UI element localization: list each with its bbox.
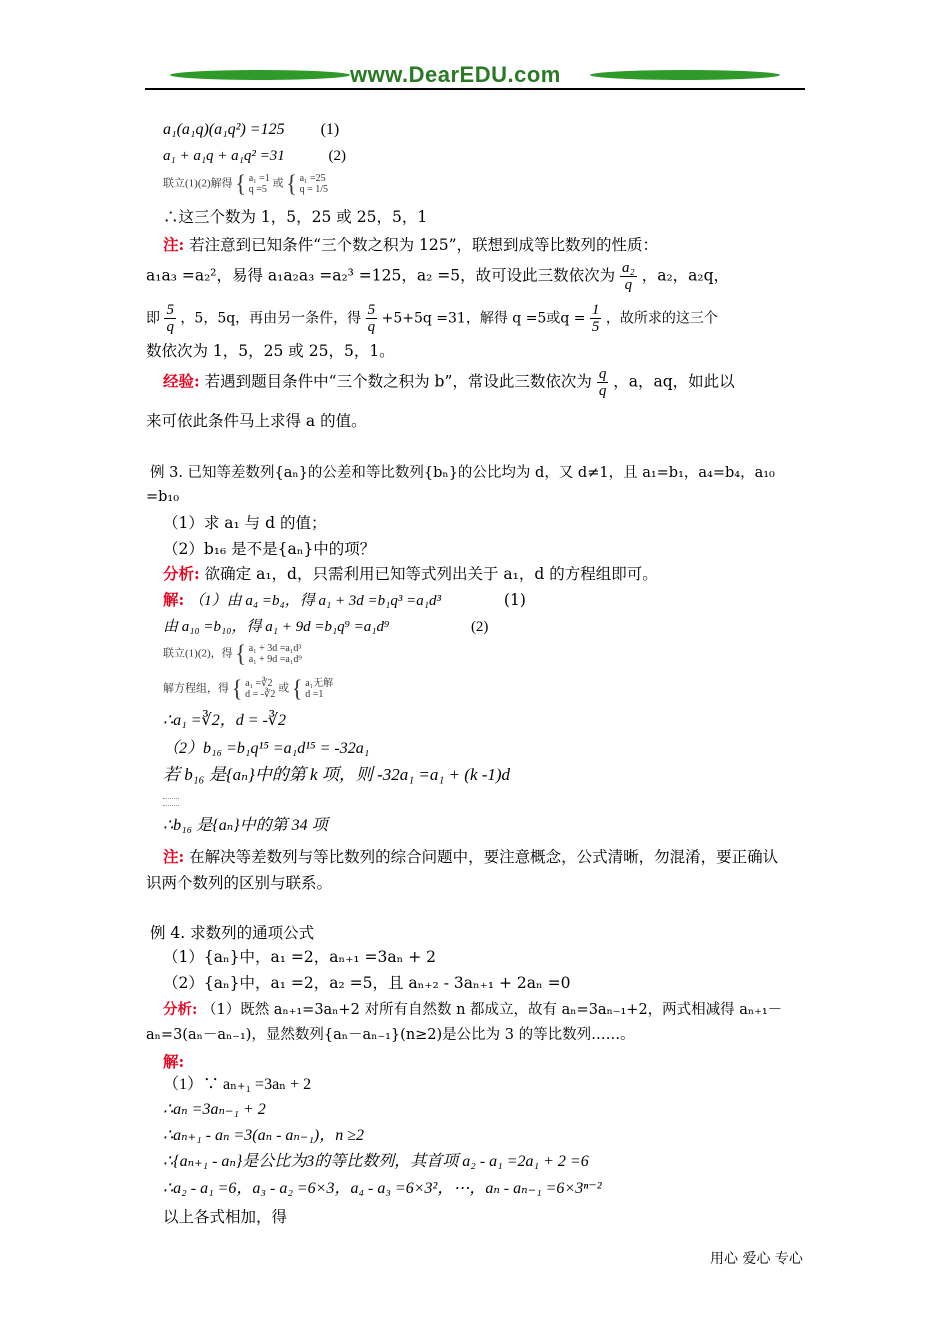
- header-swoosh-left: [170, 70, 350, 80]
- ex2-solution-system: 联立(1)(2)解得 { a₁ =1 q =5 或 { a₁ =25 q = 1/5: [163, 169, 329, 198]
- ex3-note: 注: 在解决等差数列与等比数列的综合问题中，要注意概念，公式清晰，勿混淆，要正确认: [163, 847, 779, 866]
- ex4-question2: （2）{aₙ}中，a₁ =2，a₂ =5，且 aₙ₊₂ - 3aₙ₊₁ + 2aₙ =0: [163, 974, 571, 992]
- ex4-step1: （1）∵ aₙ₊₁ =3aₙ + 2: [163, 1076, 312, 1093]
- header-rule: [145, 88, 805, 90]
- ex3-question1: （1）求 a₁ 与 d 的值；: [163, 514, 327, 532]
- ex3-note-line2: 识两个数列的区别与联系。: [146, 874, 333, 892]
- ex3-solution-5: ∴b₁₆ 是{aₙ}中的第 34 项: [163, 817, 328, 834]
- ex3-system: 联立(1)(2)，得 { a₁ + 3d =a₁d³ a₁ + 9d =a₁d⁹: [163, 639, 302, 668]
- footer-text: 用心 爱心 专心: [710, 1251, 803, 1267]
- ex2-conclusion: ∴这三个数为 1，5，25 或 25，5，1: [163, 208, 428, 226]
- ex3-placeholder-glyph: [163, 798, 179, 806]
- ex4-step2: ∴aₙ =3aₙ₋₁ + 2: [163, 1101, 266, 1118]
- ex2-eq1: a₁(a₁q)(a₁q²) =125 (1): [163, 121, 340, 138]
- ex4-step4: ∴{aₙ₊₁ - aₙ}是公比为3的等比数列，其首项 a₂ - a₁ =2a₁ + 2 =6: [163, 1153, 589, 1170]
- ex4-title: 例 4. 求数列的通项公式: [150, 924, 315, 942]
- ex3-question2: （2）b₁₆ 是不是{aₙ}中的项？: [163, 540, 376, 558]
- ex3-statement: 例 3. 已知等差数列{aₙ}的公差和等比数列{bₙ}的公比均为 d，又 d≠1，且 a₁=b₁，a₄=b₄，a₁₀: [150, 465, 775, 481]
- ex3-statement-line2: =b₁₀: [146, 489, 180, 505]
- header-swoosh-right: [590, 70, 780, 80]
- ex2-experience-line2: 来可依此条件马上求得 a 的值。: [146, 412, 367, 430]
- ex3-solution-2: 由 a₁₀ =b₁₀，得 a₁ + 9d =b₁q⁹ =a₁d⁹ (2): [163, 619, 489, 635]
- ex3-result1: ∴a₁ =∛2，d = -∛2: [163, 712, 287, 729]
- ex2-note-line4: 数依次为 1，5，25 或 25，5，1。: [146, 342, 395, 360]
- ex4-analysis-line2: aₙ=3(aₙ－aₙ₋₁)，显然数列{aₙ－aₙ₋₁}(n≥2)是公比为 3 的等比数列……。: [146, 1027, 635, 1043]
- ex4-step5: ∴a₂ - a₁ =6，a₃ - a₂ =6×3，a₄ - a₃ =6×3²，⋯，aₙ - aₙ₋₁ =6×3ⁿ⁻²: [163, 1180, 602, 1197]
- header-logo: www.DearEDU.com: [350, 62, 561, 87]
- ex4-question1: （1）{aₙ}中，a₁ =2，aₙ₊₁ =3aₙ + 2: [163, 948, 437, 966]
- ex2-note: 注: 若注意到已知条件“三个数之积为 125”，联想到成等比数列的性质：: [163, 235, 659, 254]
- ex2-note-line2: a₁a₃ =a₂²，易得 a₁a₂a₃ =a₂³ =125，a₂ =5，故可设此三数依次为 $\frac{\text{a₂}}{q}$ ，a₂，a₂q，: [146, 260, 730, 293]
- ex3-solution-1: 解: （1）由 a₄ =b₄，得 a₁ + 3d =b₁q³ =a₁d³ (1): [163, 590, 526, 609]
- ex3-system-solution: 解方程组，得 { a₁ =∛2 d = -∛2 或 { a₁无解 d =1: [163, 674, 334, 703]
- ex2-experience: 经验: 若遇到题目条件中“三个数之积为 b”，常设此三数依次为 $\frac{q}{q}$ ，a，aq，如此以: [163, 366, 735, 399]
- ex4-step6: 以上各式相加，得: [163, 1208, 288, 1226]
- ex4-analysis: 分析: （1）既然 aₙ₊₁=3aₙ+2 对所有自然数 n 都成立，故有 aₙ=3aₙ₋₁+2，两式相减得 aₙ₊₁－: [163, 1001, 783, 1018]
- ex3-solution-4: 若 b₁₆ 是{aₙ}中的第 k 项，则 -32a₁ =a₁ + (k -1)d: [163, 765, 511, 784]
- ex4-solution-label: 解:: [163, 1052, 185, 1071]
- ex2-eq2: a₁ + a₁q + a₁q² =31 (2): [163, 148, 347, 164]
- ex4-step3: ∴aₙ₊₁ - aₙ =3(aₙ - aₙ₋₁)，n ≥2: [163, 1127, 365, 1144]
- ex3-solution-3: （2）b₁₆ =b₁q¹⁵ =a₁d¹⁵ = -32a₁: [163, 740, 370, 757]
- ex3-analysis: 分析: 欲确定 a₁，d，只需利用已知等式列出关于 a₁，d 的方程组即可。: [163, 564, 658, 583]
- ex2-note-line3: 即 $\frac{5}{q}$ ，5，5q，再由另一条件，得 $\frac{5}{q}$ +5+5q =31，解得 q =5或q = $\frac{1}{5}$ ，故所求的这三个: [146, 302, 718, 335]
